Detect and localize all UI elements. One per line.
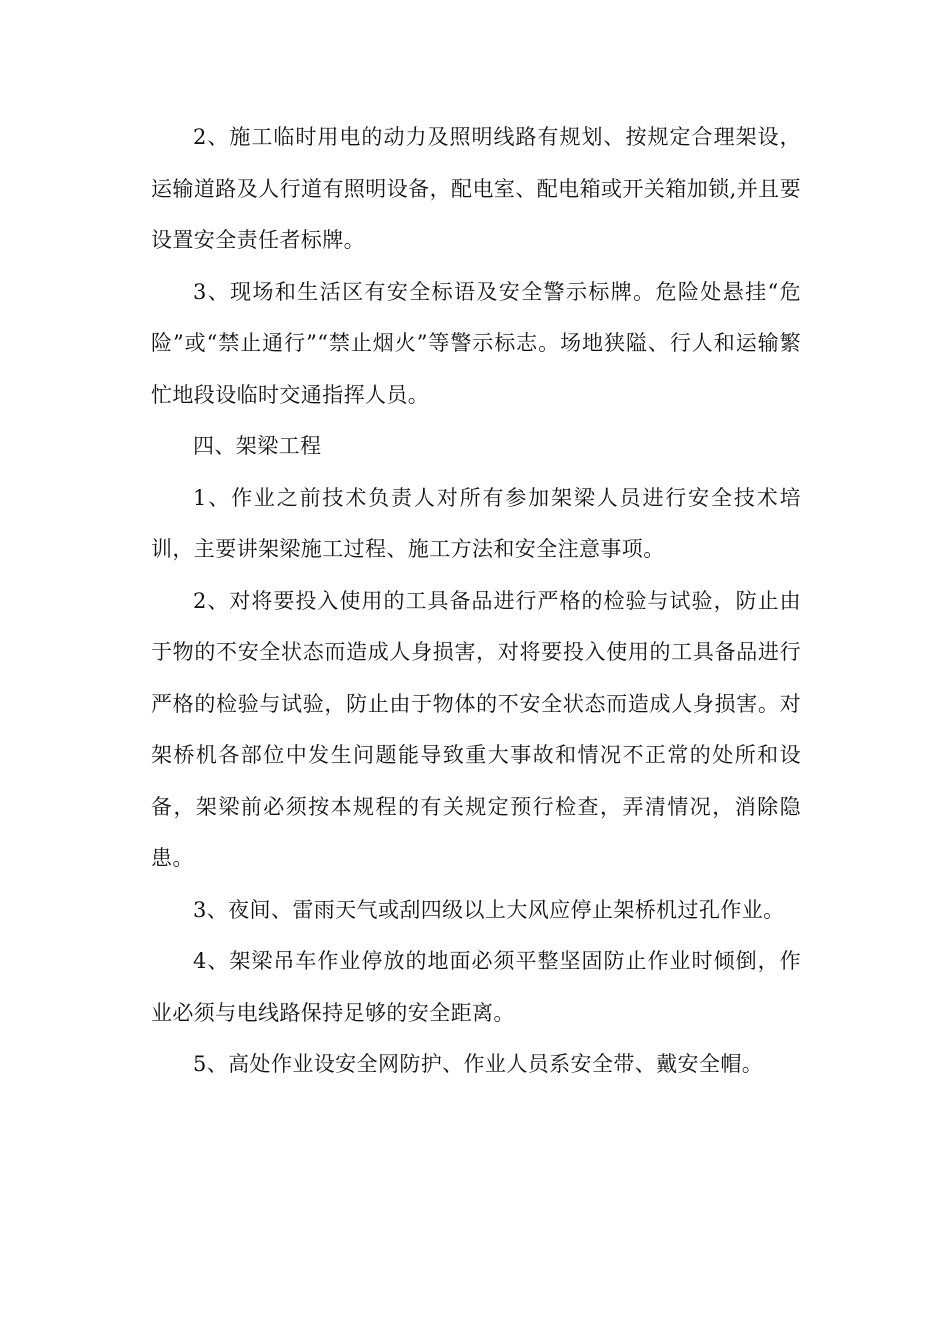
document-body bbox=[151, 112, 801, 1091]
paragraph-item-3-weather: 3、夜间、雷雨天气或刮四级以上大风应停止架桥机过孔作业。 bbox=[193, 897, 785, 922]
paragraph-item-3-signs: 3、现场和生活区有安全标语及安全警示标牌。危险处悬挂“危险”或“禁止通行”“禁止烟火”等警示标志。场地狭隘、行人和运输繁忙地段设临时交通指挥人员。 bbox=[151, 279, 801, 407]
paragraph-item-4-crane: 4、架梁吊车作业停放的地面必须平整坚固防止作业时倾倒，作业必须与电线路保持足够的安全距离。 bbox=[151, 949, 801, 1025]
paragraph-item-5-height-work: 5、高处作业设安全网防护、作业人员系安全带、戴安全帽。 bbox=[193, 1052, 764, 1076]
paragraph-item-2-electricity: 2、施工临时用电的动力及照明线路有规划、按规定合理架设，运输道路及人行道有照明设备，配电室、配电箱或开关箱加锁,并且要设置安全责任者标牌。 bbox=[151, 125, 801, 252]
paragraph-item-2-inspection: 2、对将要投入使用的工具备品进行严格的检验与试验，防止由于物的不安全状态而造成人身损害，对将要投入使用的工具备品进行严格的检验与试验，防止由于物体的不安全状态而造成人身损害。对架桥机各部位中发生问题能导致重大事故和情况不正常的处所和设备，架梁前必须按本规程的有关规定预行检查，弄清情况，消除隐患。 bbox=[151, 588, 801, 870]
paragraph-item-1-training: 1、作业之前技术负责人对所有参加架梁人员进行安全技术培训，主要讲架梁施工过程、施工方法和安全注意事项。 bbox=[151, 485, 801, 561]
section-heading-girder-erection: 四、架梁工程 bbox=[193, 434, 322, 458]
